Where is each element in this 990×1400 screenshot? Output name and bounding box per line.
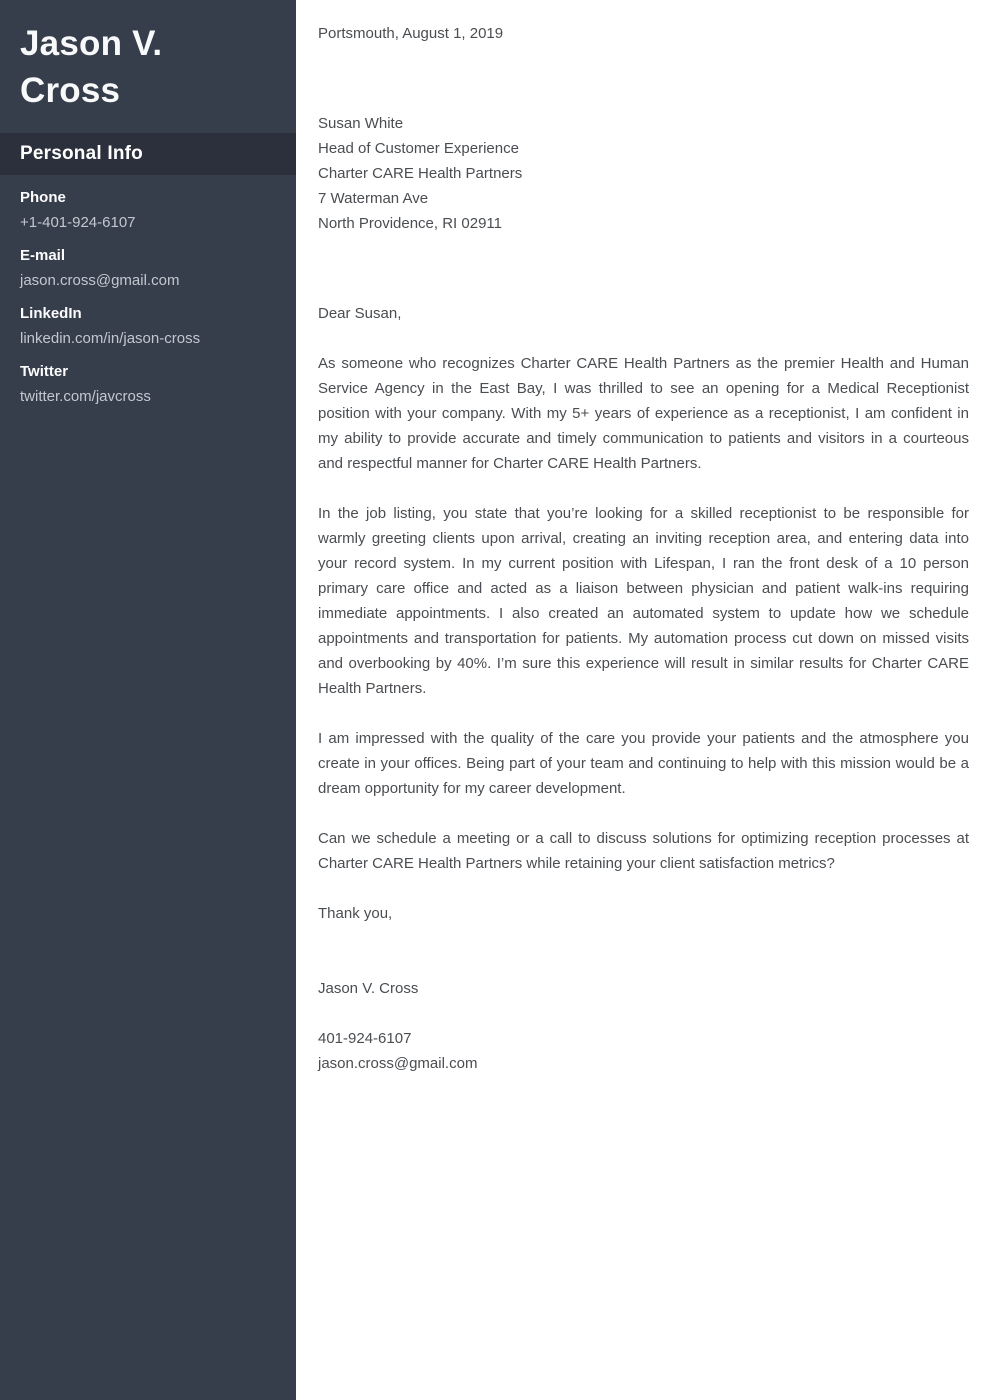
contact-list bbox=[0, 175, 296, 407]
recipient-company: Charter CARE Health Partners bbox=[318, 165, 523, 182]
recipient-name: Susan White bbox=[318, 115, 404, 132]
sidebar bbox=[0, 0, 296, 1400]
salutation: Dear Susan, bbox=[318, 305, 402, 322]
email-label: E-mail bbox=[20, 247, 66, 264]
linkedin-value: linkedin.com/in/jason-cross bbox=[20, 330, 201, 347]
contact-group-email bbox=[20, 246, 276, 291]
signature-name: Jason V. Cross bbox=[318, 980, 419, 997]
phone-label: Phone bbox=[20, 189, 66, 206]
contact-group-linkedin bbox=[20, 304, 276, 349]
email-value: jason.cross@gmail.com bbox=[20, 272, 180, 289]
recipient-block bbox=[318, 111, 969, 236]
signature-contact-block bbox=[318, 1026, 969, 1076]
recipient-street: 7 Waterman Ave bbox=[318, 190, 429, 207]
twitter-value: twitter.com/javcross bbox=[20, 388, 151, 405]
recipient-city: North Providence, RI 02911 bbox=[318, 215, 502, 232]
contact-group-twitter bbox=[20, 362, 276, 407]
date-line: Portsmouth, August 1, 2019 bbox=[318, 25, 504, 42]
signature-phone: 401-924-6107 bbox=[318, 1030, 412, 1047]
signature-email: jason.cross@gmail.com bbox=[318, 1055, 478, 1072]
phone-value: +1-401-924-6107 bbox=[20, 214, 136, 231]
recipient-title: Head of Customer Experience bbox=[318, 140, 519, 157]
letter-body bbox=[296, 0, 990, 1400]
closing: Thank you, bbox=[318, 905, 393, 922]
twitter-label: Twitter bbox=[20, 363, 69, 380]
paragraph-call-to-action: Can we schedule a meeting or a call to discuss solutions for optimizing reception processes at Charter CARE Health Partners while retaining your client satisfaction metrics? bbox=[318, 830, 969, 872]
paragraph-intro: As someone who recognizes Charter CARE Health Partners as the premier Health and Human Service Agency in the East Bay, I was thrilled to see an opening for a Medical Receptionist position with your company. With my 5+ years of experience as a receptionist, I am confident in my ability to provide accurate and timely communication to patients and visitors in a courteous and respectful manner for Charter CARE Health Partners. bbox=[318, 355, 969, 472]
linkedin-label: LinkedIn bbox=[20, 305, 82, 322]
paragraph-experience: In the job listing, you state that you’re looking for a skilled receptionist to be responsible for warmly greeting clients upon arrival, creating an inviting reception area, and entering data into your record system. In my current position with Lifespan, I ran the front desk of a 10 person primary care office and acted as a liaison between physician and patient walk-ins requiring immediate appointments. I also created an automated system to update how we schedule appointments and transportation for patients. My automation process cut down on missed visits and overbooking by 40%. I’m sure this experience will result in similar results for Charter CARE Health Partners. bbox=[318, 505, 969, 697]
personal-info-header bbox=[0, 133, 296, 175]
candidate-name: Jason V. Cross bbox=[20, 24, 163, 110]
personal-info-title: Personal Info bbox=[20, 143, 143, 164]
paragraph-motivation: I am impressed with the quality of the care you provide your patients and the atmosphere you create in your offices. Being part of your team and continuing to help with this mission would be a dream opportunity for my career development. bbox=[318, 730, 969, 797]
contact-group-phone bbox=[20, 188, 276, 233]
